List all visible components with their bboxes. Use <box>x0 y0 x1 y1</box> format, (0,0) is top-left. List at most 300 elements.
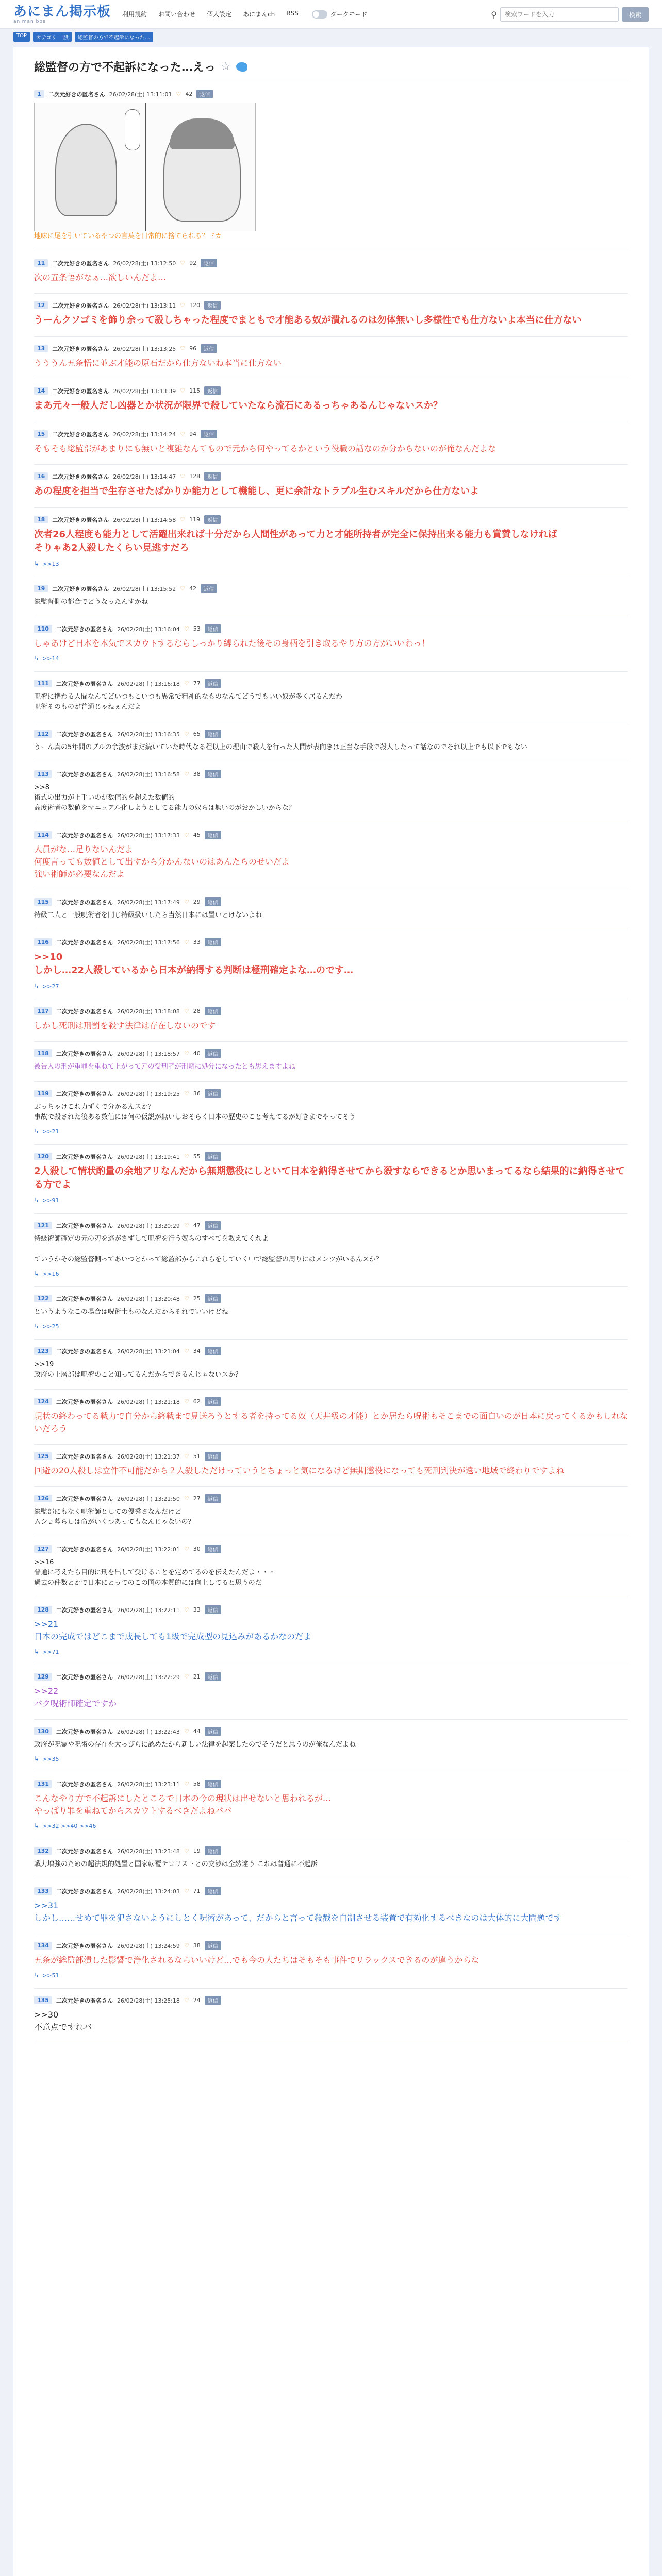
post-item <box>34 1989 628 2043</box>
toggle-switch[interactable] <box>312 10 327 19</box>
twitter-share-icon[interactable] <box>236 62 247 72</box>
like-count: 65 <box>193 731 201 737</box>
like-count: 25 <box>193 1295 201 1302</box>
like-count: 38 <box>193 1942 201 1949</box>
post-number[interactable]: 131 <box>34 1780 52 1788</box>
post-meta <box>34 1294 628 1303</box>
post-body: >>30 不意点ですれバ <box>34 2010 92 2032</box>
post-date: 26/02/28(土) 13:21:18 <box>117 1398 180 1405</box>
post-body: 政府が呪霊や呪術の存在を大っぴらに認めたから新しい法律を起案したのでそうだと思うのが俺なんだよね <box>34 1741 356 1749</box>
reply-button[interactable]: 返信 <box>204 301 221 310</box>
poster-name: 二次元好きの匿名さん <box>56 1495 113 1502</box>
post-date: 26/02/28(土) 13:13:39 <box>113 387 176 395</box>
reply-button[interactable]: 返信 <box>205 1007 221 1015</box>
reply-links <box>34 982 628 990</box>
poster-name: 二次元好きの匿名さん <box>56 1222 113 1229</box>
post-meta <box>34 90 628 98</box>
post-body: >>31 しかし……せめて罪を犯さないようにしとく呪術があって、だからと言って殺戮を自制させる装置で有効化するべきなのは大体的に大問題です <box>34 1901 562 1923</box>
post-number[interactable]: 18 <box>34 516 48 523</box>
breadcrumb-category[interactable]: カテゴリ 一般 <box>33 32 72 42</box>
post-item <box>34 1082 628 1145</box>
reply-link[interactable]: >>27 <box>42 982 59 990</box>
post-meta <box>34 1007 628 1015</box>
heart-icon[interactable]: ♡ <box>184 1781 189 1787</box>
post-number[interactable]: 119 <box>34 1090 52 1097</box>
post-body: 五条が総監部潰した影響で浄化されるならいいけど…でも今の人たちはそもそも事件でリラックスできるのが違うからな <box>34 1955 479 1965</box>
reply-arrow-icon: ↳ <box>34 1197 40 1204</box>
poster-name: 二次元好きの匿名さん <box>56 771 113 778</box>
like-count: 92 <box>189 260 197 266</box>
reply-button[interactable]: 返信 <box>205 1780 221 1788</box>
star-icon[interactable]: ☆ <box>221 60 231 73</box>
reply-button[interactable]: 返信 <box>205 1941 221 1950</box>
post-body: うううん五条悟に並ぶ才能の原石だから仕方ないね本当に仕方ない <box>34 358 282 368</box>
manga-image <box>34 103 256 231</box>
reply-link[interactable]: >>14 <box>42 655 59 662</box>
post-meta <box>34 344 628 353</box>
post-number[interactable]: 121 <box>34 1222 52 1229</box>
post-meta <box>34 430 628 438</box>
post-item <box>34 465 628 508</box>
heart-icon[interactable]: ♡ <box>184 680 189 687</box>
post-number[interactable]: 120 <box>34 1153 52 1160</box>
post-item <box>34 82 628 251</box>
nav-rss[interactable]: RSS <box>286 10 299 17</box>
reply-links <box>34 1270 628 1277</box>
reply-link[interactable]: >>16 <box>42 1270 59 1277</box>
heart-icon[interactable]: ♡ <box>184 1942 189 1949</box>
reply-button[interactable]: 返信 <box>205 1545 221 1553</box>
reply-button[interactable]: 返信 <box>205 1452 221 1461</box>
reply-links <box>34 1822 628 1829</box>
character-hair <box>170 118 235 149</box>
post-body: うーんクソゴミを飾り余って殺しちゃった程度でまともで才能ある奴が潰れるのは勿体無いし多様性でも仕方ないよ本当に仕方ない <box>34 315 582 326</box>
post-body: 特級術師確定の元の刃を逃がさずして呪術を行う奴らのすべてを教えてくれよ ていうかその総監督側ってあいつとかって総監部からこれらをしていく中で総監督の周りにはメンツがいるんスか？ <box>34 1235 383 1263</box>
like-count: 94 <box>189 431 197 437</box>
heart-icon[interactable]: ♡ <box>184 1546 189 1552</box>
reply-button[interactable]: 返信 <box>205 1347 221 1355</box>
post-item <box>34 1879 628 1934</box>
post-item <box>34 294 628 337</box>
post-number[interactable]: 13 <box>34 345 48 352</box>
poster-name: 二次元好きの匿名さん <box>56 1295 113 1302</box>
reply-button[interactable]: 返信 <box>201 584 217 593</box>
reply-button[interactable]: 返信 <box>205 1397 221 1406</box>
reply-link[interactable]: >>13 <box>42 560 59 567</box>
search-button[interactable]: 検索 <box>622 7 649 22</box>
poster-name: 二次元好きの匿名さん <box>52 585 109 592</box>
reply-button[interactable]: 返信 <box>196 90 213 98</box>
reply-button[interactable]: 返信 <box>205 1996 221 2005</box>
poster-name: 二次元好きの匿名さん <box>56 1848 113 1855</box>
post-body: 総監部にもなく呪術師としての優秀さなんだけど ムショ暮らしは命がいくつあってもなんじゃないの？ <box>34 1508 195 1526</box>
heart-icon[interactable]: ♡ <box>180 387 186 394</box>
like-count: 58 <box>193 1781 201 1787</box>
post-item <box>34 379 628 422</box>
post-body: >>19 政府の上層部は呪術のこと知ってるんだからできるんじゃないスか？ <box>34 1361 242 1379</box>
post-date: 26/02/28(土) 13:18:57 <box>117 1050 180 1057</box>
thread-header <box>34 54 628 82</box>
like-count: 33 <box>193 939 201 945</box>
reply-arrow-icon: ↳ <box>34 1128 40 1135</box>
post-number[interactable]: 127 <box>34 1545 52 1553</box>
post-date: 26/02/28(土) 13:22:29 <box>117 1673 180 1681</box>
post-item <box>34 1537 628 1598</box>
post-item <box>34 1340 628 1390</box>
poster-name: 二次元好きの匿名さん <box>52 345 109 352</box>
heart-icon[interactable]: ♡ <box>184 1008 189 1014</box>
reply-button[interactable]: 返信 <box>205 624 221 633</box>
nav-terms[interactable]: 利用規約 <box>122 11 147 18</box>
reply-button[interactable]: 返信 <box>205 1049 221 1058</box>
like-count: 71 <box>193 1888 201 1894</box>
reply-button[interactable]: 返信 <box>205 1294 221 1303</box>
post-number[interactable]: 111 <box>34 680 52 687</box>
poster-name: 二次元好きの匿名さん <box>56 1781 113 1788</box>
like-count: 42 <box>189 585 197 592</box>
darkmode-label: ダークモード <box>330 11 368 18</box>
post-meta <box>34 515 628 524</box>
post-body: >>10 しかし…22人殺しているから日本が納得する判断は極刑確定よな…のです… <box>34 952 354 976</box>
post-body: ぶっちゃけこれ力ずくで分かるんスか？ 事故で殺された後ある数値には何の仮説が無いしおそらく日本の歴史のこと考えてるが好きまでやってそう <box>34 1103 356 1121</box>
like-count: 96 <box>189 345 197 352</box>
post-meta <box>34 259 628 267</box>
post-number[interactable]: 19 <box>34 585 48 592</box>
reply-links <box>34 1197 628 1204</box>
nav-animanch[interactable]: あにまんch <box>243 11 275 18</box>
post-date: 26/02/28(土) 13:13:11 <box>113 302 176 309</box>
search-input[interactable] <box>500 7 619 22</box>
like-count: 42 <box>185 91 193 97</box>
post-number[interactable]: 14 <box>34 387 48 395</box>
reply-button[interactable]: 返信 <box>205 1494 221 1503</box>
poster-name: 二次元好きの匿名さん <box>56 625 113 633</box>
post-date: 26/02/28(土) 13:16:58 <box>117 771 180 778</box>
like-count: 55 <box>193 1153 201 1160</box>
post-date: 26/02/28(土) 13:23:48 <box>117 1848 180 1855</box>
heart-icon[interactable]: ♡ <box>184 1050 189 1057</box>
heart-icon[interactable]: ♡ <box>184 731 189 737</box>
post-body: しかし死刑は刑罰を殺す法律は存在しないのです <box>34 1021 216 1030</box>
reply-button[interactable]: 返信 <box>204 472 221 481</box>
reply-links <box>34 1755 628 1762</box>
reply-button[interactable]: 返信 <box>201 344 217 353</box>
post-number[interactable]: 115 <box>34 898 52 906</box>
post-item <box>34 762 628 823</box>
post-item <box>34 890 628 930</box>
poster-name: 二次元好きの匿名さん <box>56 1997 113 2004</box>
post-item <box>34 1390 628 1445</box>
post-item <box>34 1772 628 1839</box>
poster-name: 二次元好きの匿名さん <box>52 516 109 523</box>
post-item <box>34 823 628 890</box>
post-meta <box>34 831 628 839</box>
post-number[interactable]: 122 <box>34 1295 52 1302</box>
like-count: 120 <box>189 302 201 309</box>
like-count: 34 <box>193 1348 201 1354</box>
post-body: 被告人の刑が重罪を重ねて上がって元の受刑者が刑期に処分になったとも思えますよね <box>34 1063 295 1071</box>
post-number[interactable]: 114 <box>34 831 52 839</box>
post-list <box>34 82 628 2043</box>
post-meta <box>34 1846 628 1855</box>
heart-icon[interactable]: ♡ <box>184 1673 189 1680</box>
post-number[interactable]: 15 <box>34 430 48 438</box>
post-number[interactable]: 124 <box>34 1398 52 1405</box>
like-count: 128 <box>189 473 201 480</box>
reply-link[interactable]: >>21 <box>42 1128 59 1135</box>
reply-button[interactable]: 返信 <box>205 1221 221 1230</box>
post-meta <box>34 1049 628 1058</box>
post-body: 回避の20人殺しは立件不可能だから２人殺しただけっていうとちょっと気になるけど無期懲役になっても死刑判決が遠い地域で終わりですよね <box>34 1466 565 1476</box>
poster-name: 二次元好きの匿名さん <box>52 302 109 309</box>
page-title: 総監督の方で不起訴になった…えっ <box>34 61 216 74</box>
poster-name: 二次元好きの匿名さん <box>56 1606 113 1614</box>
logo-text[interactable]: あにまん掲示板 <box>13 4 111 20</box>
reply-button[interactable]: 返信 <box>201 430 217 438</box>
heart-icon[interactable]: ♡ <box>184 1888 189 1894</box>
reply-links <box>34 1972 628 1979</box>
post-body: 人員がな…足りないんだよ 何度言っても数値として出すから分かんないのはあんたらのせいだよ 強い術師が必要なんだよ <box>34 844 290 879</box>
post-meta <box>34 1452 628 1461</box>
post-meta <box>34 938 628 946</box>
post-number[interactable]: 118 <box>34 1049 52 1057</box>
like-count: 19 <box>193 1848 201 1854</box>
post-meta <box>34 1672 628 1681</box>
nav-contact[interactable]: お問い合わせ <box>158 11 196 18</box>
post-number[interactable]: 110 <box>34 625 52 633</box>
post-meta <box>34 730 628 738</box>
reply-button[interactable]: 返信 <box>205 897 221 906</box>
post-meta <box>34 1996 628 2005</box>
heart-icon[interactable]: ♡ <box>180 302 186 309</box>
like-count: 53 <box>193 625 201 632</box>
post-body: 2人殺して情状酌量の余地アリなんだから無期懲役にしといて日本を納得させてから殺すならできるとか思いまってるなら結果的に納得させてる方でよ <box>34 1166 625 1190</box>
post-body: まあ元々一般人だし凶器とか状況が限界で殺していたなら流石にあるっちゃあるんじゃないスか？ <box>34 400 442 411</box>
nav-settings[interactable]: 個人設定 <box>207 11 232 18</box>
post-item <box>34 508 628 577</box>
post-number[interactable]: 113 <box>34 770 52 778</box>
heart-icon[interactable]: ♡ <box>180 345 186 352</box>
search-icon: ⚲ <box>491 9 497 20</box>
post-meta <box>34 584 628 593</box>
darkmode-toggle[interactable] <box>312 10 368 19</box>
reply-arrow-icon: ↳ <box>34 655 40 662</box>
reply-button[interactable]: 返信 <box>201 259 217 267</box>
post-number[interactable]: 126 <box>34 1495 52 1502</box>
reply-button[interactable]: 返信 <box>204 515 221 524</box>
heart-icon[interactable]: ♡ <box>184 1348 189 1354</box>
reply-link[interactable]: >>91 <box>42 1197 59 1204</box>
post-body: 次の五条悟がなぁ…欲しいんだよ… <box>34 273 167 282</box>
heart-icon[interactable]: ♡ <box>180 516 186 523</box>
post-date: 26/02/28(土) 13:21:50 <box>117 1495 180 1502</box>
heart-icon[interactable]: ♡ <box>184 1848 189 1854</box>
site-logo[interactable] <box>13 5 111 24</box>
reply-arrow-icon: ↳ <box>34 1270 40 1277</box>
post-number[interactable]: 123 <box>34 1347 52 1355</box>
heart-icon[interactable]: ♡ <box>184 939 189 945</box>
post-item <box>34 1598 628 1665</box>
reply-arrow-icon: ↳ <box>34 1972 40 1979</box>
post-item <box>34 1042 628 1082</box>
post-number[interactable]: 11 <box>34 259 48 267</box>
post-meta <box>34 897 628 906</box>
heart-icon[interactable]: ♡ <box>180 473 186 480</box>
post-meta <box>34 1780 628 1788</box>
like-count: 115 <box>189 387 201 394</box>
post-number[interactable]: 116 <box>34 938 52 946</box>
breadcrumb-top[interactable]: TOP <box>13 32 30 42</box>
post-meta <box>34 679 628 688</box>
post-meta <box>34 1605 628 1614</box>
like-count: 51 <box>193 1453 201 1460</box>
reply-links <box>34 1128 628 1135</box>
post-number[interactable]: 133 <box>34 1887 52 1895</box>
post-meta <box>34 472 628 481</box>
breadcrumb-thread[interactable]: 総監督の方で不起訴になった… <box>75 32 153 42</box>
reply-arrow-icon: ↳ <box>34 560 40 567</box>
post-number[interactable]: 112 <box>34 730 52 738</box>
post-number[interactable]: 12 <box>34 301 48 309</box>
post-number[interactable]: 134 <box>34 1942 52 1950</box>
post-body: というようなこの場合は呪術士ものなんだからそれでいいけどね <box>34 1308 229 1316</box>
post-date: 26/02/28(土) 13:20:29 <box>117 1222 180 1229</box>
post-item <box>34 577 628 617</box>
poster-name: 二次元好きの匿名さん <box>56 939 113 946</box>
reply-button[interactable]: 返信 <box>205 1887 221 1895</box>
post-item <box>34 722 628 762</box>
reply-button[interactable]: 返信 <box>205 831 221 839</box>
heart-icon[interactable]: ♡ <box>180 431 186 437</box>
heart-icon[interactable]: ♡ <box>184 1728 189 1735</box>
post-meta <box>34 301 628 310</box>
reply-button[interactable]: 返信 <box>205 1846 221 1855</box>
like-count: 38 <box>193 771 201 777</box>
panel-divider <box>145 103 146 231</box>
post-item <box>34 1839 628 1879</box>
post-date: 26/02/28(土) 13:22:11 <box>117 1606 180 1614</box>
post-meta <box>34 386 628 395</box>
poster-name: 二次元好きの匿名さん <box>56 1942 113 1950</box>
reply-button[interactable]: 返信 <box>205 1672 221 1681</box>
reply-link[interactable]: >>51 <box>42 1972 59 1979</box>
post-body: 次者26人程度も能力として活躍出来れば十分だから人間性があって力と才能所持者が完全に保持出来る能力も賞賛しなければ そりゃあ2人殺したくらい見逃すだろ <box>34 529 557 553</box>
heart-icon[interactable]: ♡ <box>180 260 186 266</box>
reply-button[interactable]: 返信 <box>205 679 221 688</box>
reply-button[interactable]: 返信 <box>205 730 221 738</box>
post-date: 26/02/28(土) 13:15:52 <box>113 585 176 592</box>
poster-name: 二次元好きの匿名さん <box>56 1453 113 1460</box>
reply-button[interactable]: 返信 <box>205 1727 221 1736</box>
heart-icon[interactable]: ♡ <box>184 1606 189 1613</box>
post-number[interactable]: 129 <box>34 1673 52 1681</box>
post-date: 26/02/28(土) 13:11:01 <box>109 91 172 98</box>
poster-name: 二次元好きの匿名さん <box>56 1728 113 1735</box>
post-date: 26/02/28(土) 13:19:25 <box>117 1090 180 1097</box>
reply-button[interactable]: 返信 <box>205 1605 221 1614</box>
reply-button[interactable]: 返信 <box>204 386 221 395</box>
like-count: 21 <box>193 1673 201 1680</box>
post-item <box>34 1934 628 1989</box>
post-body: あの程度を担当で生存させたばかりか能力として機能し、更に余計なトラブル生むスキルだから仕方ないよ <box>34 486 479 497</box>
reply-link[interactable]: >>32 >>40 >>46 <box>42 1822 96 1829</box>
reply-link[interactable]: >>25 <box>42 1323 59 1330</box>
reply-arrow-icon: ↳ <box>34 1323 40 1330</box>
post-date: 26/02/28(土) 13:20:48 <box>117 1295 180 1302</box>
post-date: 26/02/28(土) 13:24:03 <box>117 1888 180 1895</box>
post-item <box>34 1214 628 1287</box>
post-number[interactable]: 125 <box>34 1452 52 1460</box>
logo-subtitle: animan bbs <box>13 19 46 24</box>
reply-link[interactable]: >>71 <box>42 1648 59 1655</box>
post-date: 26/02/28(土) 13:25:18 <box>117 1997 180 2004</box>
reply-button[interactable]: 返信 <box>205 938 221 946</box>
post-number[interactable]: 130 <box>34 1727 52 1735</box>
post-body: しゃあけど日本を本気でスカウトするならしっかり縛られた後その身柄を引き取るやり方の方がいいわっ！ <box>34 638 430 648</box>
heart-icon[interactable]: ♡ <box>184 1997 189 2004</box>
poster-name: 二次元好きの匿名さん <box>56 1050 113 1057</box>
poster-name: 二次元好きの匿名さん <box>56 1398 113 1405</box>
reply-links <box>34 560 628 567</box>
breadcrumb <box>0 29 662 45</box>
poster-name: 二次元好きの匿名さん <box>56 680 113 687</box>
post-meta <box>34 1089 628 1098</box>
post-date: 26/02/28(土) 13:14:47 <box>113 473 176 480</box>
thread-container <box>13 47 649 2576</box>
post-date: 26/02/28(土) 13:22:43 <box>117 1728 180 1735</box>
like-count: 119 <box>189 516 201 523</box>
post-meta <box>34 770 628 778</box>
heart-icon[interactable]: ♡ <box>184 899 189 905</box>
post-number[interactable]: 128 <box>34 1606 52 1614</box>
heart-icon[interactable]: ♡ <box>184 1153 189 1160</box>
post-number[interactable]: 117 <box>34 1007 52 1015</box>
post-body: 特級二人と一般呪術者を同じ特級扱いしたら当然日本には置いとけないよね <box>34 911 262 919</box>
reply-link[interactable]: >>35 <box>42 1755 59 1762</box>
post-date: 26/02/28(土) 13:22:01 <box>117 1546 180 1553</box>
poster-name: 二次元好きの匿名さん <box>56 832 113 839</box>
heart-icon[interactable]: ♡ <box>176 91 181 97</box>
top-nav <box>122 10 299 19</box>
heart-icon[interactable]: ♡ <box>184 771 189 777</box>
post-number[interactable]: 1 <box>34 90 44 98</box>
post-number[interactable]: 132 <box>34 1847 52 1855</box>
like-count: 29 <box>193 899 201 905</box>
reply-button[interactable]: 返信 <box>205 1089 221 1098</box>
post-date: 26/02/28(土) 13:16:35 <box>117 731 180 738</box>
heart-icon[interactable]: ♡ <box>184 1453 189 1460</box>
reply-button[interactable]: 返信 <box>205 1152 221 1161</box>
heart-icon[interactable]: ♡ <box>180 585 186 592</box>
post-body: こんなやり方で不起訴にしたところで日本の今の現状は出せないと思われるが… やっぱり罪を重ねてからスカウトするべきだよねバパ <box>34 1793 331 1816</box>
heart-icon[interactable]: ♡ <box>184 1495 189 1502</box>
heart-icon[interactable]: ♡ <box>184 1295 189 1302</box>
heart-icon[interactable]: ♡ <box>184 1222 189 1229</box>
heart-icon[interactable]: ♡ <box>184 1090 189 1097</box>
post-date: 26/02/28(土) 13:24:59 <box>117 1942 180 1950</box>
like-count: 36 <box>193 1090 201 1097</box>
post-number[interactable]: 135 <box>34 1996 52 2004</box>
post-number[interactable]: 16 <box>34 472 48 480</box>
poster-name: 二次元好きの匿名さん <box>52 431 109 438</box>
heart-icon[interactable]: ♡ <box>184 625 189 632</box>
heart-icon[interactable]: ♡ <box>184 832 189 838</box>
reply-button[interactable]: 返信 <box>205 770 221 778</box>
post-date: 26/02/28(土) 13:17:49 <box>117 899 180 906</box>
heart-icon[interactable]: ♡ <box>184 1398 189 1405</box>
poster-name: 二次元好きの匿名さん <box>56 899 113 906</box>
post-date: 26/02/28(土) 13:18:08 <box>117 1008 180 1015</box>
